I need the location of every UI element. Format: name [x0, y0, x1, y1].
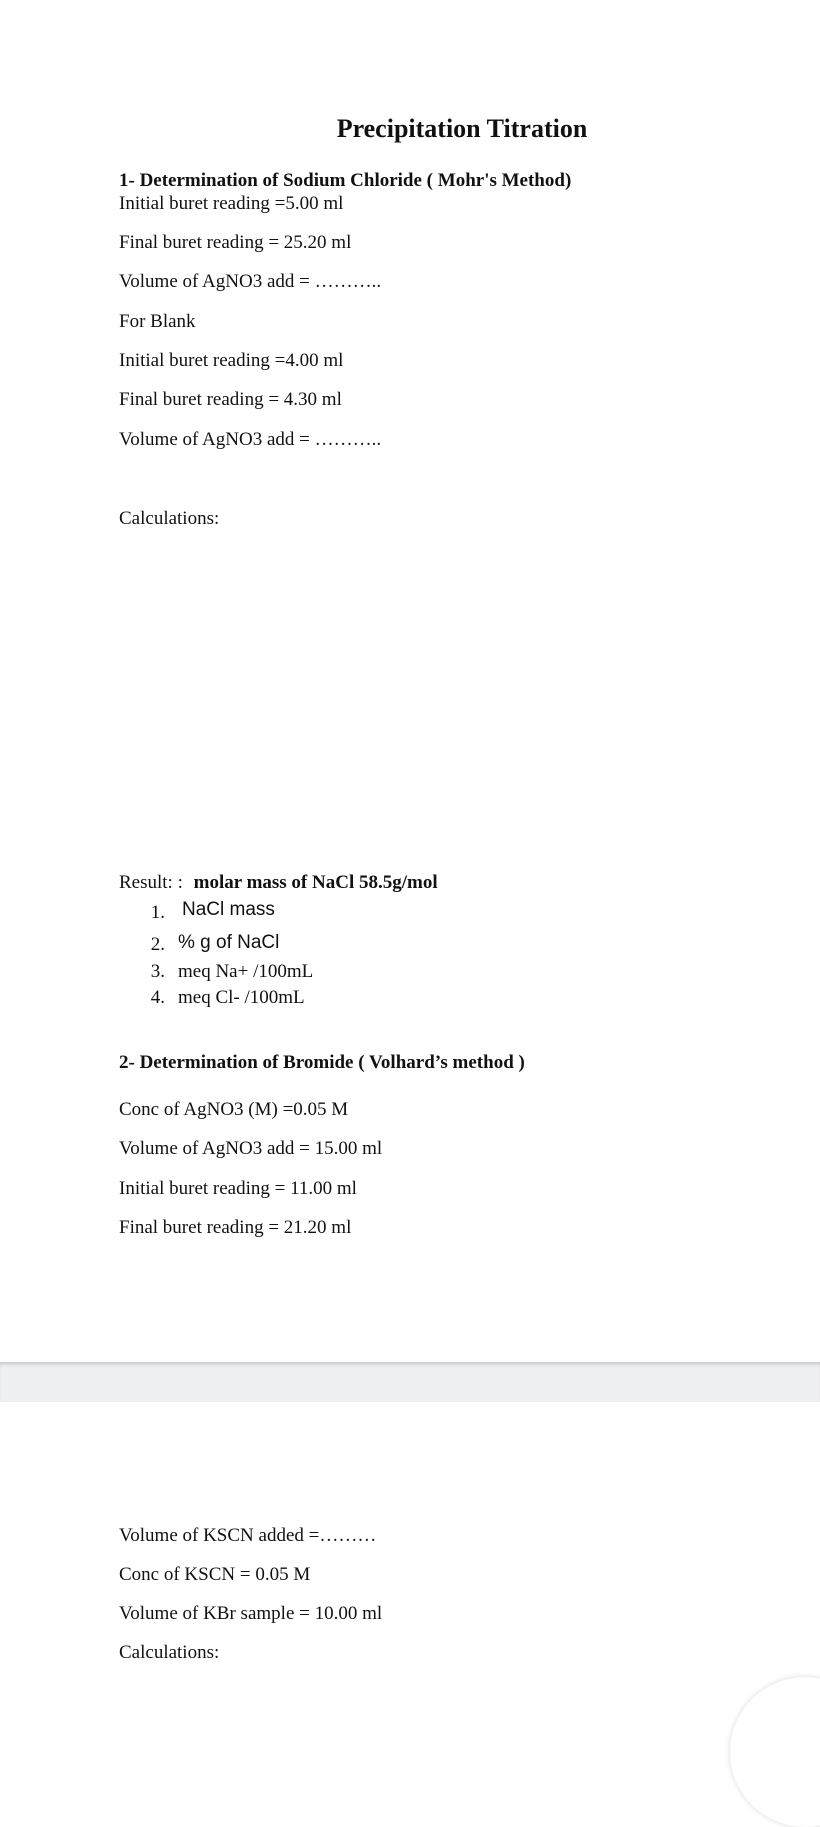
- section2-heading: 2- Determination of Bromide ( Volhard’s method ): [119, 1052, 525, 1073]
- document-page-2: [0, 1402, 820, 1757]
- page-separator: [0, 1362, 820, 1402]
- page-title: Precipitation Titration: [336, 114, 588, 143]
- blank-initial-reading: Initial buret reading =4.00 ml: [119, 350, 344, 371]
- blank-volume-agno3: Volume of AgNO3 add = ………..: [119, 429, 382, 450]
- result-molar-mass: molar mass of NaCl 58.5g/mol: [193, 872, 438, 893]
- blank-final-reading: Final buret reading = 4.30 ml: [119, 389, 342, 410]
- result-item: % g of NaCl: [178, 932, 280, 953]
- volume-kbr-sample: Volume of KBr sample = 10.00 ml: [119, 1603, 383, 1624]
- calculations-label-1: Calculations:: [119, 508, 220, 529]
- initial-buret-reading-section2: Initial buret reading = 11.00 ml: [119, 1178, 357, 1199]
- calculations-label-2: Calculations:: [119, 1642, 220, 1663]
- result-item: meq Cl- /100mL: [178, 987, 305, 1008]
- initial-buret-reading: Initial buret reading =5.00 ml: [119, 193, 344, 214]
- floating-action-button[interactable]: [730, 1677, 820, 1827]
- result-item: NaCl mass: [182, 899, 275, 920]
- conc-agno3: Conc of AgNO3 (M) =0.05 M: [119, 1099, 349, 1120]
- result-line: [119, 872, 438, 894]
- result-item-number: 4.: [150, 987, 165, 1008]
- blank-label: For Blank: [119, 311, 196, 332]
- volume-kscn-added: Volume of KSCN added =………: [119, 1525, 377, 1546]
- final-buret-reading: Final buret reading = 25.20 ml: [119, 232, 352, 253]
- volume-agno3-section2: Volume of AgNO3 add = 15.00 ml: [119, 1138, 383, 1159]
- result-item-number: 1.: [150, 902, 165, 923]
- section1-heading: 1- Determination of Sodium Chloride ( Mohr's Method): [119, 170, 572, 191]
- result-item-number: 2.: [150, 934, 165, 955]
- result-item-number: 3.: [150, 961, 165, 982]
- conc-kscn: Conc of KSCN = 0.05 M: [119, 1564, 311, 1585]
- result-item: meq Na+ /100mL: [178, 961, 314, 982]
- result-label: Result: :: [119, 872, 183, 893]
- volume-agno3-added: Volume of AgNO3 add = ………..: [119, 271, 382, 292]
- final-buret-reading-section2: Final buret reading = 21.20 ml: [119, 1217, 352, 1238]
